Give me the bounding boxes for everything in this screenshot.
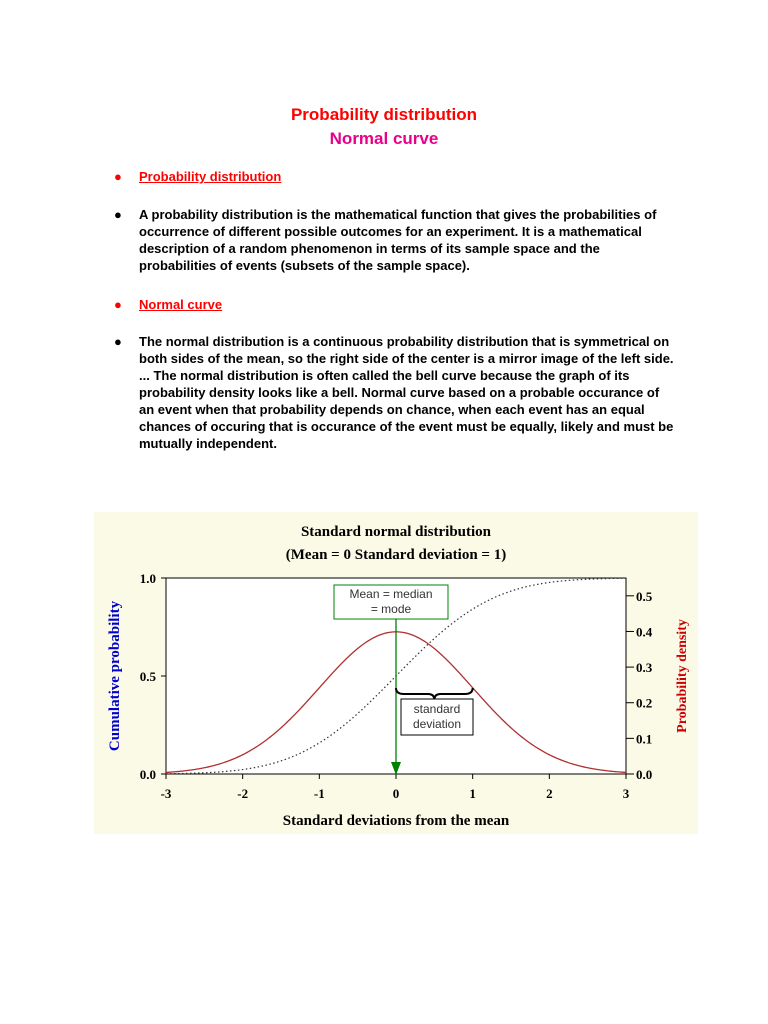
bullet-definition-probability-distribution	[114, 206, 674, 274]
x-tick-label: 1	[469, 786, 476, 801]
normal-distribution-chart	[94, 512, 698, 834]
x-tick-label: -2	[237, 786, 249, 801]
mean-annotation-line-1: Mean = median	[349, 587, 433, 601]
normal-distribution-figure	[94, 512, 698, 834]
left-axis-ticks	[140, 571, 166, 782]
bullet-text: Probability distribution	[139, 169, 282, 184]
left-axis-label: Cumulative probability	[107, 600, 123, 752]
x-tick-label: 2	[546, 786, 553, 801]
right-tick-label: 0.2	[636, 695, 653, 711]
right-tick-label: 0.1	[636, 731, 653, 747]
bullet-icon: ●	[114, 297, 122, 312]
x-axis-ticks	[161, 774, 630, 801]
right-tick-label: 0.3	[636, 660, 653, 676]
bullet-definition-normal-curve	[114, 333, 674, 452]
bullet-text: The normal distribution is a continuous probability distribution that is symmetrical on both sides of the mean, so the right side of the center is a mirror image of the left side. ... The normal distribution is often called the bell curve because the graph of its probability density looks like a bell. Normal curve based on a probable occurance of an event when that probability depends on chance, when each event has an equal chances of occuring that is occurance of the event must be equally, likely and must be mutually independent.	[139, 334, 674, 451]
page-subtitle: Normal curve	[329, 129, 439, 148]
left-tick-label: 0.5	[139, 669, 156, 684]
bullet-icon: ●	[114, 169, 122, 184]
chart-subtitle: (Mean = 0 Standard deviation = 1)	[285, 547, 507, 563]
mean-annotation-line-2: = mode	[370, 602, 412, 616]
bullet-text: Normal curve	[139, 297, 223, 312]
x-tick-label: 3	[622, 786, 630, 801]
bullet-icon: ●	[114, 334, 122, 349]
x-axis-label: Standard deviations from the mean	[282, 813, 510, 829]
right-axis-ticks	[626, 589, 653, 782]
sd-annotation-line-2: deviation	[412, 717, 462, 731]
page-title: Probability distribution	[290, 105, 478, 124]
right-tick-label: 0.0	[636, 767, 653, 782]
bullet-heading-probability-distribution	[114, 168, 674, 185]
right-tick-label: 0.5	[636, 588, 653, 604]
right-tick-label: 0.4	[636, 624, 653, 640]
left-tick-label: 0.0	[139, 767, 156, 782]
x-tick-label: 0	[392, 786, 400, 801]
sd-annotation-line-1: standard	[413, 702, 461, 716]
right-axis-label: Probability density	[675, 619, 690, 733]
x-tick-label: -3	[160, 786, 172, 801]
chart-title: Standard normal distribution	[300, 524, 492, 540]
bullet-text: A probability distribution is the mathematical function that gives the probabilities of occurrence of different possible outcomes for an experiment. It is a mathematical description of a random phenomenon in terms of its sample space and the probabilities of events (subsets of the sample space).	[139, 207, 657, 273]
x-tick-label: -1	[313, 786, 325, 801]
bullet-icon: ●	[114, 207, 122, 222]
bullet-heading-normal-curve	[114, 296, 674, 313]
left-tick-label: 1.0	[139, 571, 156, 586]
